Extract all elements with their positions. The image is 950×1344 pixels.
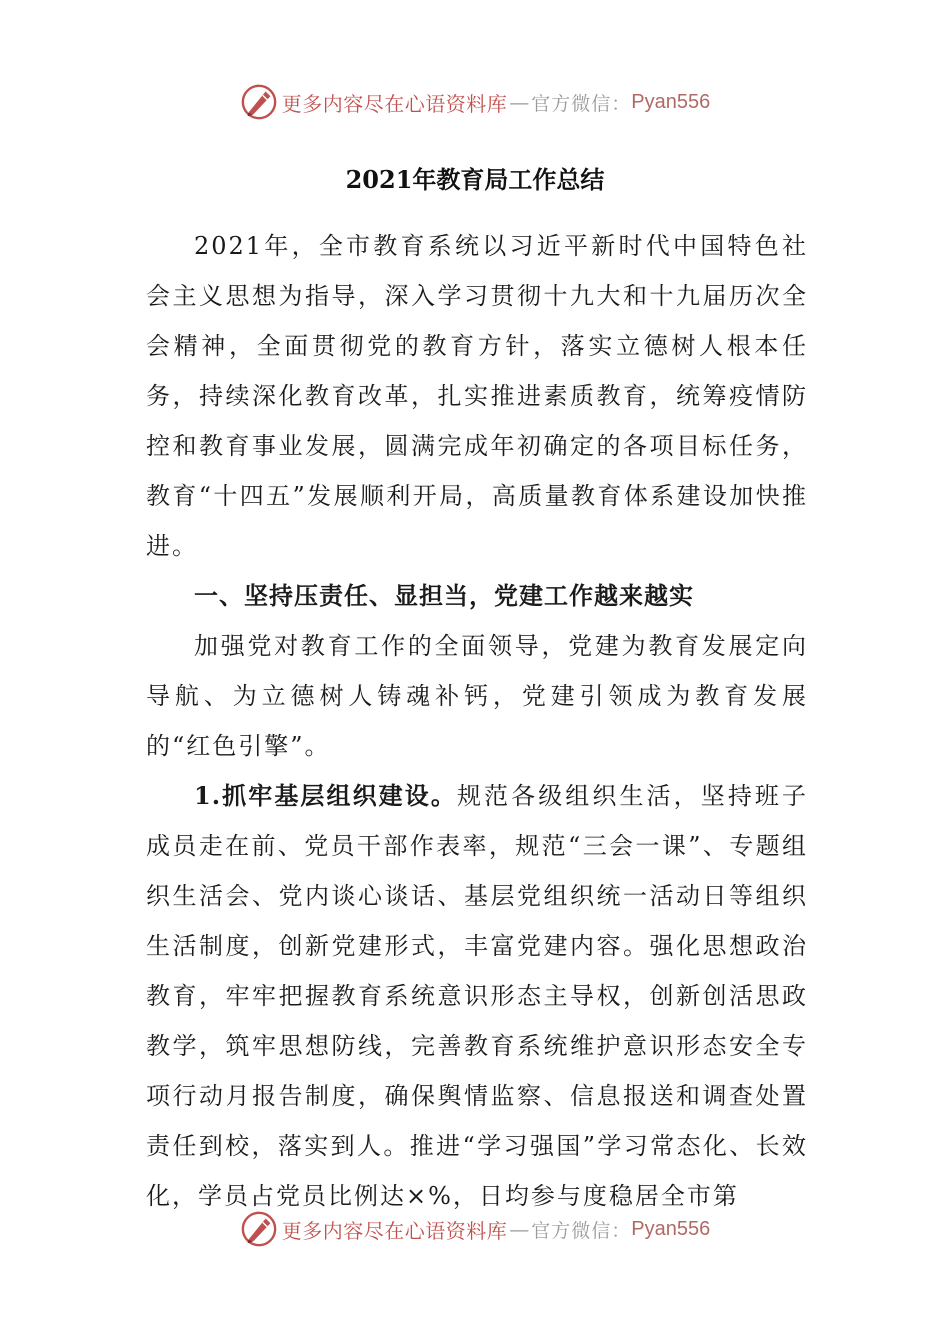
watermark-wechat-id: Pyan556 [631,1217,711,1240]
item-1-text: 规范各级组织生活，坚持班子成员走在前、党员干部作表率，规范“三会一课”、专题组织生活会、党内谈心谈话、基层党组织统一活动日等组织生活制度，创新党建形式，丰富党建内容。强化思想政治教育，牢牢把握教育系统意识形态主导权，创新创活思政教学，筑牢思想防线，完善教育系统维护意识形态安全专项行动月报告制度，确保舆情监察、信息报送和调查处置责任到校，落实到人。推进“学习强国”学习常态化、长效化，学员占党员比例达×%，日均参与度稳居全市第 [146,782,808,1210]
watermark-dash: — [509,90,530,114]
pen-nib-logo-icon [240,1210,278,1248]
watermark-slogan: 更多内容尽在心语资料库 [281,1218,508,1243]
item-1-lead: 1.抓牢基层组织建设。 [194,781,457,810]
watermark-banner-bottom [0,1209,950,1249]
pen-nib-logo-icon [240,83,278,121]
section-1-heading: 一、坚持压责任、显担当，党建工作越来越实 [194,582,694,610]
watermark-wechat-label: 官方微信： [531,92,632,115]
watermark-wechat-label: 官方微信： [531,1219,632,1242]
watermark-wechat-id: Pyan556 [631,90,711,113]
document-body [146,221,808,1221]
intro-paragraph: 2021年，全市教育系统以习近平新时代中国特色社会主义思想为指导，深入学习贯彻十九大和十九届历次全会精神，全面贯彻党的教育方针，落实立德树人根本任务，持续深化教育改革，扎实推进素质教育，统筹疫情防控和教育事业发展，圆满完成年初确定的各项目标任务，教育“十四五”发展顺利开局，高质量教育体系建设加快推进。 [146,232,808,560]
watermark-slogan: 更多内容尽在心语资料库 [281,91,508,116]
document-title: 2021年教育局工作总结 [345,165,605,194]
watermark-dash: — [509,1217,530,1241]
watermark-banner-top [0,82,950,122]
section-1-summary: 加强党对教育工作的全面领导，党建为教育发展定向导航、为立德树人铸魂补钙，党建引领成为教育发展的“红色引擎”。 [146,632,808,760]
section-1-item-1 [146,771,808,1221]
